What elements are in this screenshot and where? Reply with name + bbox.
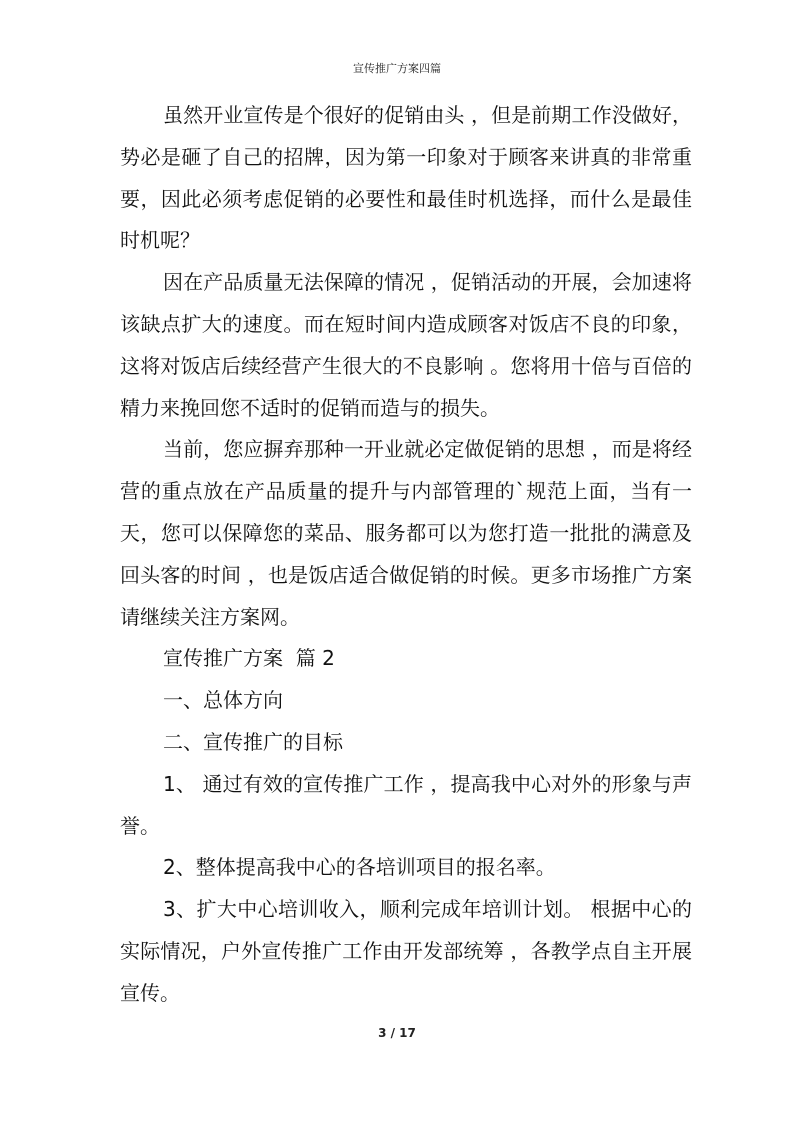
heading-overall-direction: 一、总体方向	[163, 688, 283, 713]
page-number: 3 / 17	[378, 1026, 416, 1040]
document-body	[120, 95, 692, 1015]
body-paragraph-2: 因在产品质量无法保障的情况 ，促销活动的开展，会加速将该缺点扩大的速度。而在短时间内造成顾客对饭店不良的印象，这将对饭店后续经营产生很大的不良影响 。您将用十倍与百倍的精力来挽回您不适时的促销而造与的损失。	[120, 270, 692, 420]
section-heading-part-2: 宣传推广方案 篇 2	[163, 646, 335, 671]
page-header-title: 宣传推广方案四篇	[353, 62, 441, 75]
body-paragraph-3: 当前，您应摒弃那种一开业就必定做促销的思想 ，而是将经营的重点放在产品质量的提升与内部管理的`规范上面，当有一天，您可以保障您的菜品、服务都可以为您打造一批批的满意及回头客的时间 ，也是饭店适合做促销的时候。更多市场推广方案请继续关注方案网。	[120, 437, 692, 629]
goal-item-3: 3、扩大中心培训收入，顺利完成年培训计划。 根据中心的实际情况，户外宣传推广工作由开发部统筹 ，各教学点自主开展宣传。	[120, 897, 692, 1005]
goal-item-2: 2、整体提高我中心的各培训项目的报名率。	[163, 855, 556, 880]
goal-item-1: 1、 通过有效的宣传推广工作 ，提高我中心对外的形象与声誉。	[120, 771, 692, 838]
body-paragraph-1: 虽然开业宣传是个很好的促销由头 ，但是前期工作没做好，势必是砸了自己的招牌，因为第一印象对于顾客来讲真的非常重要，因此必须考虑促销的必要性和最佳时机选择，而什么是最佳时机呢？	[120, 103, 692, 253]
heading-promotion-goals: 二、宣传推广的目标	[163, 729, 343, 754]
